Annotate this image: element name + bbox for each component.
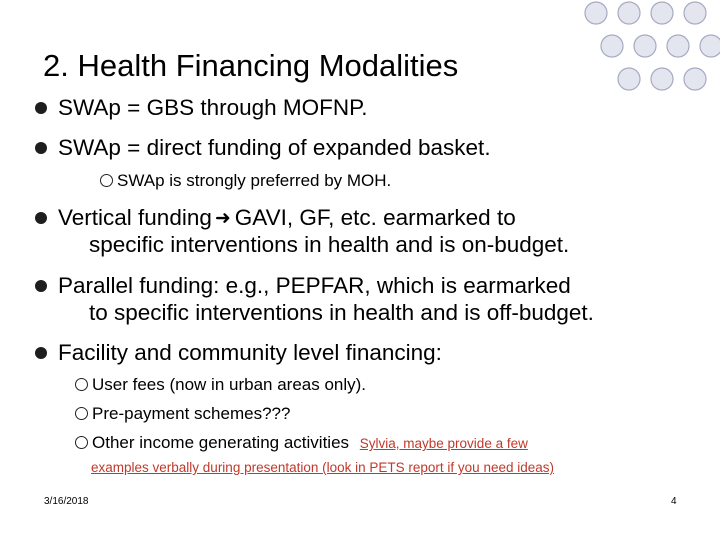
sub-bullet-text: SWAp is strongly preferred by MOH. xyxy=(117,171,392,190)
bullet-item xyxy=(58,339,442,366)
bullet-text: SWAp = GBS through MOFNP. xyxy=(58,95,368,120)
bullet-text-part1: Vertical funding xyxy=(58,205,212,230)
bullet-text: Parallel funding: e.g., PEPFAR, which is earmarked xyxy=(58,273,571,298)
bullet-icon xyxy=(35,142,47,154)
bullet-text: Facility and community level financing: xyxy=(58,340,442,365)
page-number: 4 xyxy=(671,496,677,507)
sub-bullet-icon xyxy=(75,378,88,391)
bullet-text: SWAp = direct funding of expanded basket. xyxy=(58,135,491,160)
page-title: 2. Health Financing Modalities xyxy=(43,48,459,83)
sub-bullet-item xyxy=(117,171,391,191)
right-arrow-icon: ➜ xyxy=(214,208,231,229)
bullet-item xyxy=(58,94,368,121)
decorative-circles xyxy=(580,0,720,95)
sub-bullet-item xyxy=(92,433,528,454)
sub-bullet-icon xyxy=(75,436,88,449)
bullet-icon xyxy=(35,347,47,359)
sub-bullet-icon xyxy=(100,174,113,187)
bullet-item xyxy=(58,204,516,232)
bullet-continuation xyxy=(89,231,569,258)
speaker-note-line2: examples verbally during presentation (look in PETS report if you need ideas) xyxy=(91,460,554,475)
bullet-text: specific interventions in health and is on-budget. xyxy=(89,232,570,257)
sub-bullet-text: User fees (now in urban areas only). xyxy=(92,375,367,394)
decorative-circles-icon xyxy=(580,0,720,95)
sub-bullet-icon xyxy=(75,407,88,420)
bullet-text-part2: GAVI, GF, etc. earmarked to xyxy=(234,205,516,230)
sub-bullet-item xyxy=(92,375,366,395)
bullet-icon xyxy=(35,212,47,224)
bullet-item xyxy=(58,134,491,161)
bullet-text: to specific interventions in health and is off-budget. xyxy=(89,300,594,325)
speaker-note-line1: Sylvia, maybe provide a few xyxy=(359,436,528,451)
bullet-continuation xyxy=(89,299,594,326)
sub-bullet-text: Pre-payment schemes??? xyxy=(92,404,291,423)
footer-date: 3/16/2018 xyxy=(44,496,89,507)
bullet-icon xyxy=(35,102,47,114)
bullet-item xyxy=(58,272,571,299)
bullet-icon xyxy=(35,280,47,292)
sub-bullet-item xyxy=(92,404,290,424)
sub-bullet-text: Other income generating activities xyxy=(92,433,350,452)
